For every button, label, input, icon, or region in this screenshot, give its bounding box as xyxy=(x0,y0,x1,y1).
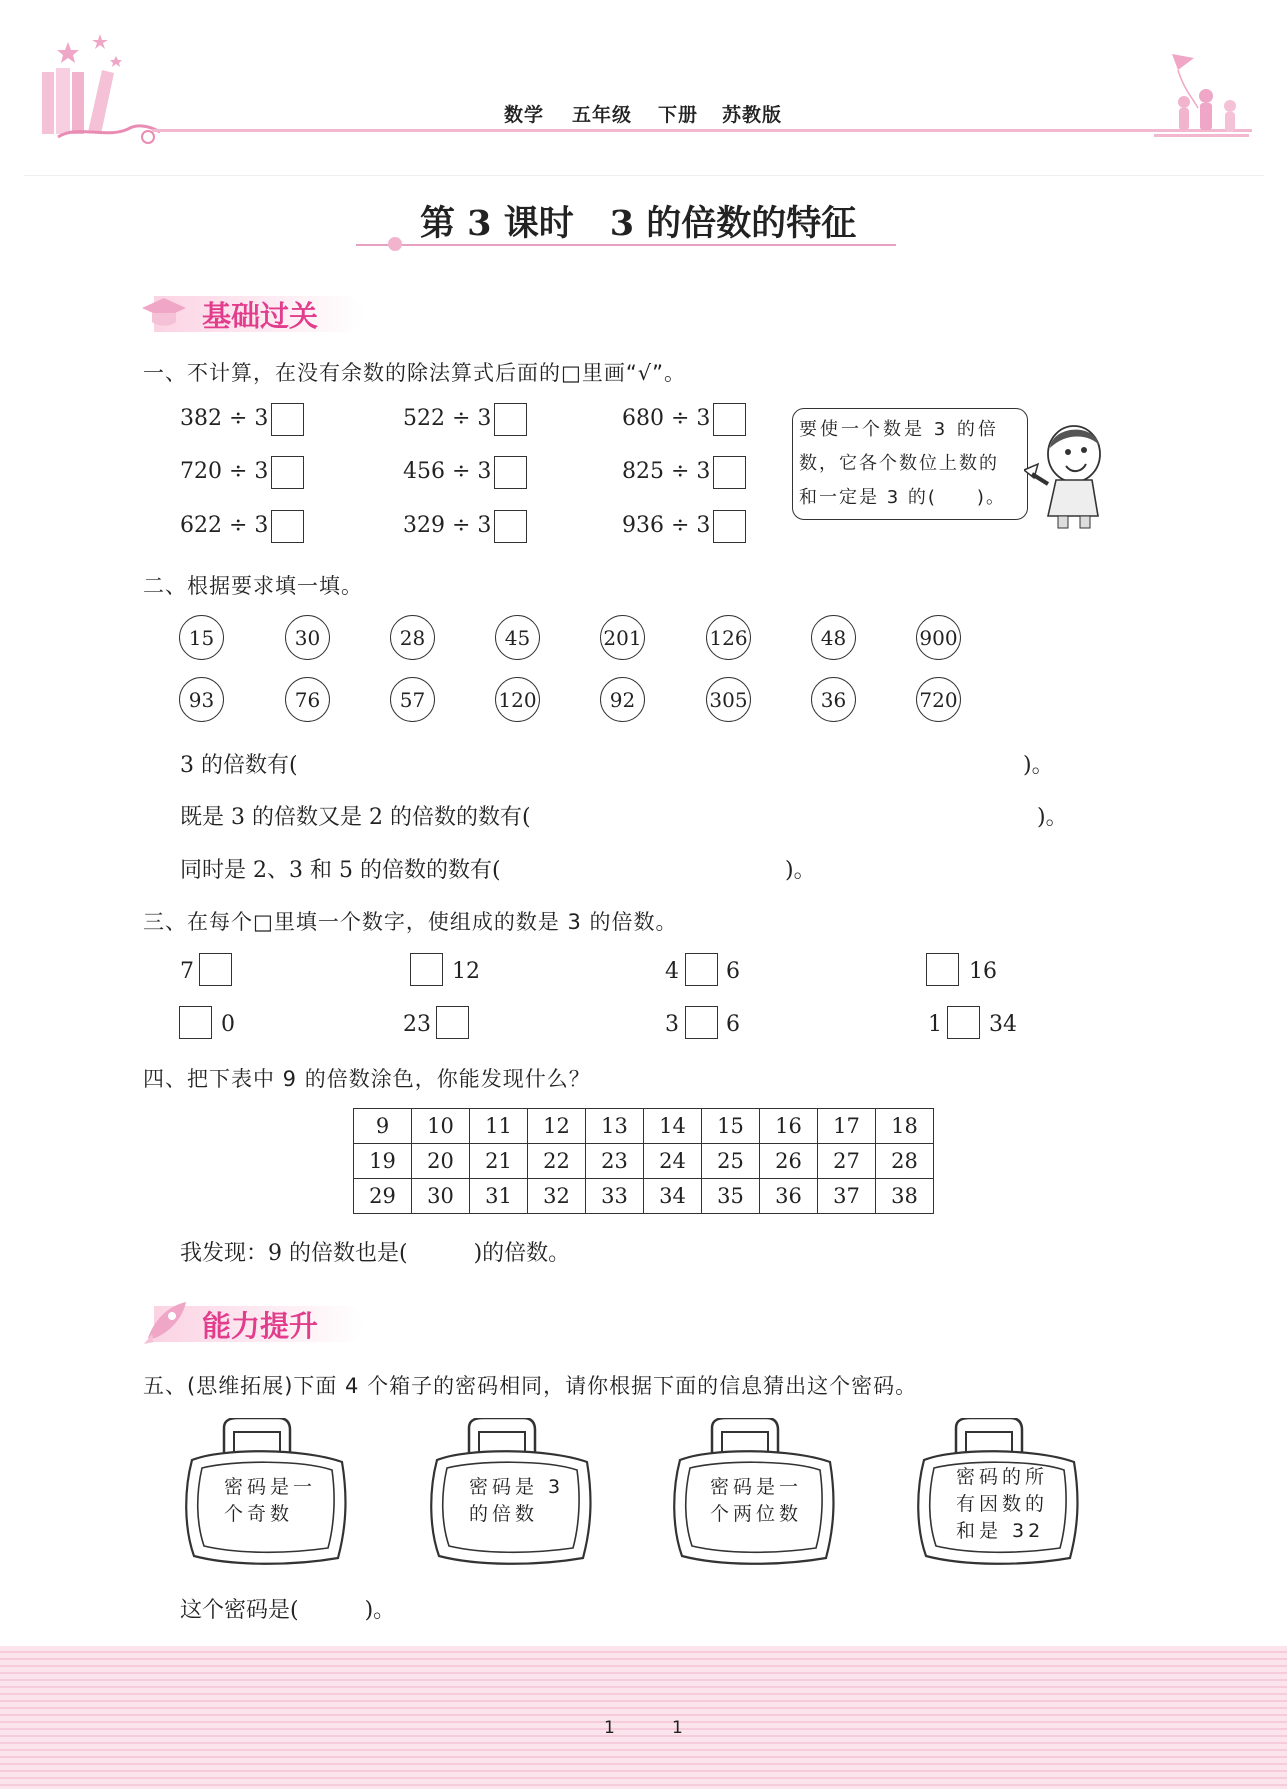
table-cell[interactable]: 25 xyxy=(702,1144,760,1179)
page-number-left: 1 xyxy=(604,1718,615,1738)
digit-box[interactable] xyxy=(685,953,718,986)
number-circle[interactable]: 57 xyxy=(390,677,435,722)
table-cell[interactable]: 32 xyxy=(528,1179,586,1214)
q4-finding: 我发现：9 的倍数也是( )的倍数。 xyxy=(180,1241,571,1266)
q3-digit: 0 xyxy=(221,1012,235,1037)
digit-box[interactable] xyxy=(179,1006,212,1039)
title-underline xyxy=(356,244,896,246)
suitcase xyxy=(182,1418,348,1566)
section-banner-basic xyxy=(140,290,370,336)
answer-box[interactable] xyxy=(713,510,746,543)
table-cell[interactable]: 13 xyxy=(586,1109,644,1144)
suitcase-clue-line: 个两位数 xyxy=(710,1503,803,1525)
number-circle[interactable]: 15 xyxy=(179,615,224,660)
bubble-line: 和一定是 3 的( )。 xyxy=(799,487,1006,508)
table-cell[interactable]: 28 xyxy=(876,1144,934,1179)
suitcase-clue-line: 的倍数 xyxy=(469,1503,539,1525)
q2-line2: 既是 3 的倍数又是 2 的倍数的数有( xyxy=(180,805,531,830)
q1-expr: 522 ÷ 3 xyxy=(403,406,492,431)
q3-digit: 16 xyxy=(969,959,997,984)
answer-box[interactable] xyxy=(713,403,746,436)
table-cell[interactable]: 16 xyxy=(760,1109,818,1144)
graduation-cap-icon xyxy=(140,296,188,330)
q1-expr: 382 ÷ 3 xyxy=(180,406,269,431)
header-volume: 下册 xyxy=(658,104,699,126)
header-grade: 五年级 xyxy=(572,104,633,126)
number-circle[interactable]: 48 xyxy=(811,615,856,660)
books-logo-icon xyxy=(38,32,168,147)
table-cell[interactable]: 9 xyxy=(354,1109,412,1144)
digit-box[interactable] xyxy=(199,953,232,986)
page-footer xyxy=(0,1646,1287,1789)
q5-prompt: 五、(思维拓展)下面 4 个箱子的密码相同，请你根据下面的信息猜出这个密码。 xyxy=(143,1374,918,1398)
q3-digit: 23 xyxy=(403,1012,431,1037)
q1-expr: 680 ÷ 3 xyxy=(622,406,711,431)
bubble-line: 要使一个数是 3 的倍 xyxy=(799,419,999,440)
q2-line2-end: )。 xyxy=(1037,805,1068,830)
q4-prompt: 四、把下表中 9 的倍数涂色，你能发现什么？ xyxy=(143,1067,591,1091)
suitcase xyxy=(670,1418,836,1566)
number-circle[interactable]: 120 xyxy=(495,677,540,722)
suitcase-clue-line: 个奇数 xyxy=(224,1503,294,1525)
header-line xyxy=(152,129,1252,132)
table-cell[interactable]: 17 xyxy=(818,1109,876,1144)
suitcase xyxy=(427,1418,593,1566)
q3-digit: 1 xyxy=(928,1012,942,1037)
table-cell[interactable]: 12 xyxy=(528,1109,586,1144)
q1-expr: 720 ÷ 3 xyxy=(180,459,269,484)
table-cell[interactable]: 37 xyxy=(818,1179,876,1214)
q1-expr: 329 ÷ 3 xyxy=(403,513,492,538)
table-row xyxy=(354,1179,934,1214)
answer-box[interactable] xyxy=(494,456,527,489)
number-circle[interactable]: 76 xyxy=(285,677,330,722)
number-circle[interactable]: 720 xyxy=(916,677,961,722)
suitcase-clue-line: 密码是一 xyxy=(224,1476,317,1498)
number-circle[interactable]: 201 xyxy=(600,615,645,660)
lesson-number: 第 3 课时 xyxy=(420,203,574,244)
table-cell[interactable]: 15 xyxy=(702,1109,760,1144)
q3-digit: 34 xyxy=(989,1012,1017,1037)
q2-prompt: 二、根据要求填一填。 xyxy=(143,574,363,598)
digit-box[interactable] xyxy=(926,953,959,986)
section-title-advanced: 能力提升 xyxy=(202,1309,319,1343)
q5-answer: 这个密码是( )。 xyxy=(180,1598,396,1623)
number-circle[interactable]: 28 xyxy=(390,615,435,660)
number-circle[interactable]: 93 xyxy=(179,677,224,722)
header-subject: 数学 xyxy=(504,104,545,126)
suitcase-clue-line: 有因数的 xyxy=(956,1493,1049,1515)
q2-line1-end: )。 xyxy=(1023,753,1054,778)
table-cell[interactable]: 26 xyxy=(760,1144,818,1179)
page-number-right: 1 xyxy=(672,1718,683,1738)
section-banner-advanced xyxy=(140,1298,370,1348)
page-header xyxy=(24,20,1264,176)
suitcase xyxy=(914,1418,1080,1566)
table-cell[interactable]: 24 xyxy=(644,1144,702,1179)
q2-blank1[interactable] xyxy=(320,770,1020,772)
number-table xyxy=(353,1108,934,1214)
table-cell[interactable]: 22 xyxy=(528,1144,586,1179)
digit-box[interactable] xyxy=(436,1006,469,1039)
q1-expr: 936 ÷ 3 xyxy=(622,513,711,538)
suitcase-clue-line: 和是 32 xyxy=(956,1520,1045,1542)
answer-box[interactable] xyxy=(271,403,304,436)
table-cell[interactable]: 14 xyxy=(644,1109,702,1144)
q3-digit: 6 xyxy=(726,1012,740,1037)
number-circle[interactable]: 126 xyxy=(706,615,751,660)
number-circle[interactable]: 30 xyxy=(285,615,330,660)
answer-box[interactable] xyxy=(494,510,527,543)
number-circle[interactable]: 305 xyxy=(706,677,751,722)
section-title-basic: 基础过关 xyxy=(202,299,319,333)
q2-line3-end: )。 xyxy=(785,858,816,883)
lesson-topic: 3 的倍数的特征 xyxy=(609,203,857,244)
q2-blank2[interactable] xyxy=(580,822,1030,824)
q1-prompt: 一、不计算，在没有余数的除法算式后面的□里画“√”。 xyxy=(143,361,686,385)
answer-box[interactable] xyxy=(713,456,746,489)
table-cell[interactable]: 18 xyxy=(876,1109,934,1144)
digit-box[interactable] xyxy=(947,1006,980,1039)
header-edition: 苏教版 xyxy=(722,104,783,126)
table-cell[interactable]: 31 xyxy=(470,1179,528,1214)
q1-expr: 825 ÷ 3 xyxy=(622,459,711,484)
q1-expr: 622 ÷ 3 xyxy=(180,513,269,538)
lesson-title xyxy=(420,196,856,246)
table-cell[interactable]: 21 xyxy=(470,1144,528,1179)
number-circle[interactable]: 45 xyxy=(495,615,540,660)
answer-box[interactable] xyxy=(271,456,304,489)
table-cell[interactable]: 30 xyxy=(412,1179,470,1214)
q3-digit: 7 xyxy=(180,959,194,984)
number-circle[interactable]: 36 xyxy=(811,677,856,722)
q3-digit: 12 xyxy=(452,959,480,984)
children-kite-icon xyxy=(1154,50,1249,142)
q3-prompt: 三、在每个□里填一个数字，使组成的数是 3 的倍数。 xyxy=(143,910,678,934)
rocket-icon xyxy=(140,1298,190,1346)
table-cell[interactable]: 35 xyxy=(702,1179,760,1214)
table-cell[interactable]: 20 xyxy=(412,1144,470,1179)
boy-cartoon-icon xyxy=(1024,420,1119,530)
table-cell[interactable]: 19 xyxy=(354,1144,412,1179)
q3-digit: 4 xyxy=(665,959,679,984)
number-circle[interactable]: 900 xyxy=(916,615,961,660)
table-cell[interactable]: 38 xyxy=(876,1179,934,1214)
q3-digit: 6 xyxy=(726,959,740,984)
table-cell[interactable]: 23 xyxy=(586,1144,644,1179)
title-underline-dot xyxy=(388,237,402,251)
table-cell[interactable]: 29 xyxy=(354,1179,412,1214)
q2-blank3[interactable] xyxy=(530,875,780,877)
table-cell[interactable]: 10 xyxy=(412,1109,470,1144)
table-row xyxy=(354,1109,934,1144)
digit-box[interactable] xyxy=(410,953,443,986)
table-row xyxy=(354,1144,934,1179)
table-cell[interactable]: 33 xyxy=(586,1179,644,1214)
table-cell[interactable]: 34 xyxy=(644,1179,702,1214)
table-cell[interactable]: 11 xyxy=(470,1109,528,1144)
q3-digit: 3 xyxy=(665,1012,679,1037)
answer-box[interactable] xyxy=(494,403,527,436)
answer-box[interactable] xyxy=(271,510,304,543)
suitcase-clue-line: 密码的所 xyxy=(956,1466,1049,1488)
hint-speech-bubble xyxy=(792,408,1028,520)
q2-line1: 3 的倍数有( xyxy=(180,753,298,778)
table-cell[interactable]: 36 xyxy=(760,1179,818,1214)
number-circle[interactable]: 92 xyxy=(600,677,645,722)
q1-expr: 456 ÷ 3 xyxy=(403,459,492,484)
table-cell[interactable]: 27 xyxy=(818,1144,876,1179)
q2-line3: 同时是 2、3 和 5 的倍数的数有( xyxy=(180,858,501,883)
suitcase-clue-line: 密码是 3 xyxy=(469,1476,565,1498)
suitcase-clue-line: 密码是一 xyxy=(710,1476,803,1498)
bubble-line: 数，它各个数位上数的 xyxy=(799,453,999,474)
digit-box[interactable] xyxy=(685,1006,718,1039)
